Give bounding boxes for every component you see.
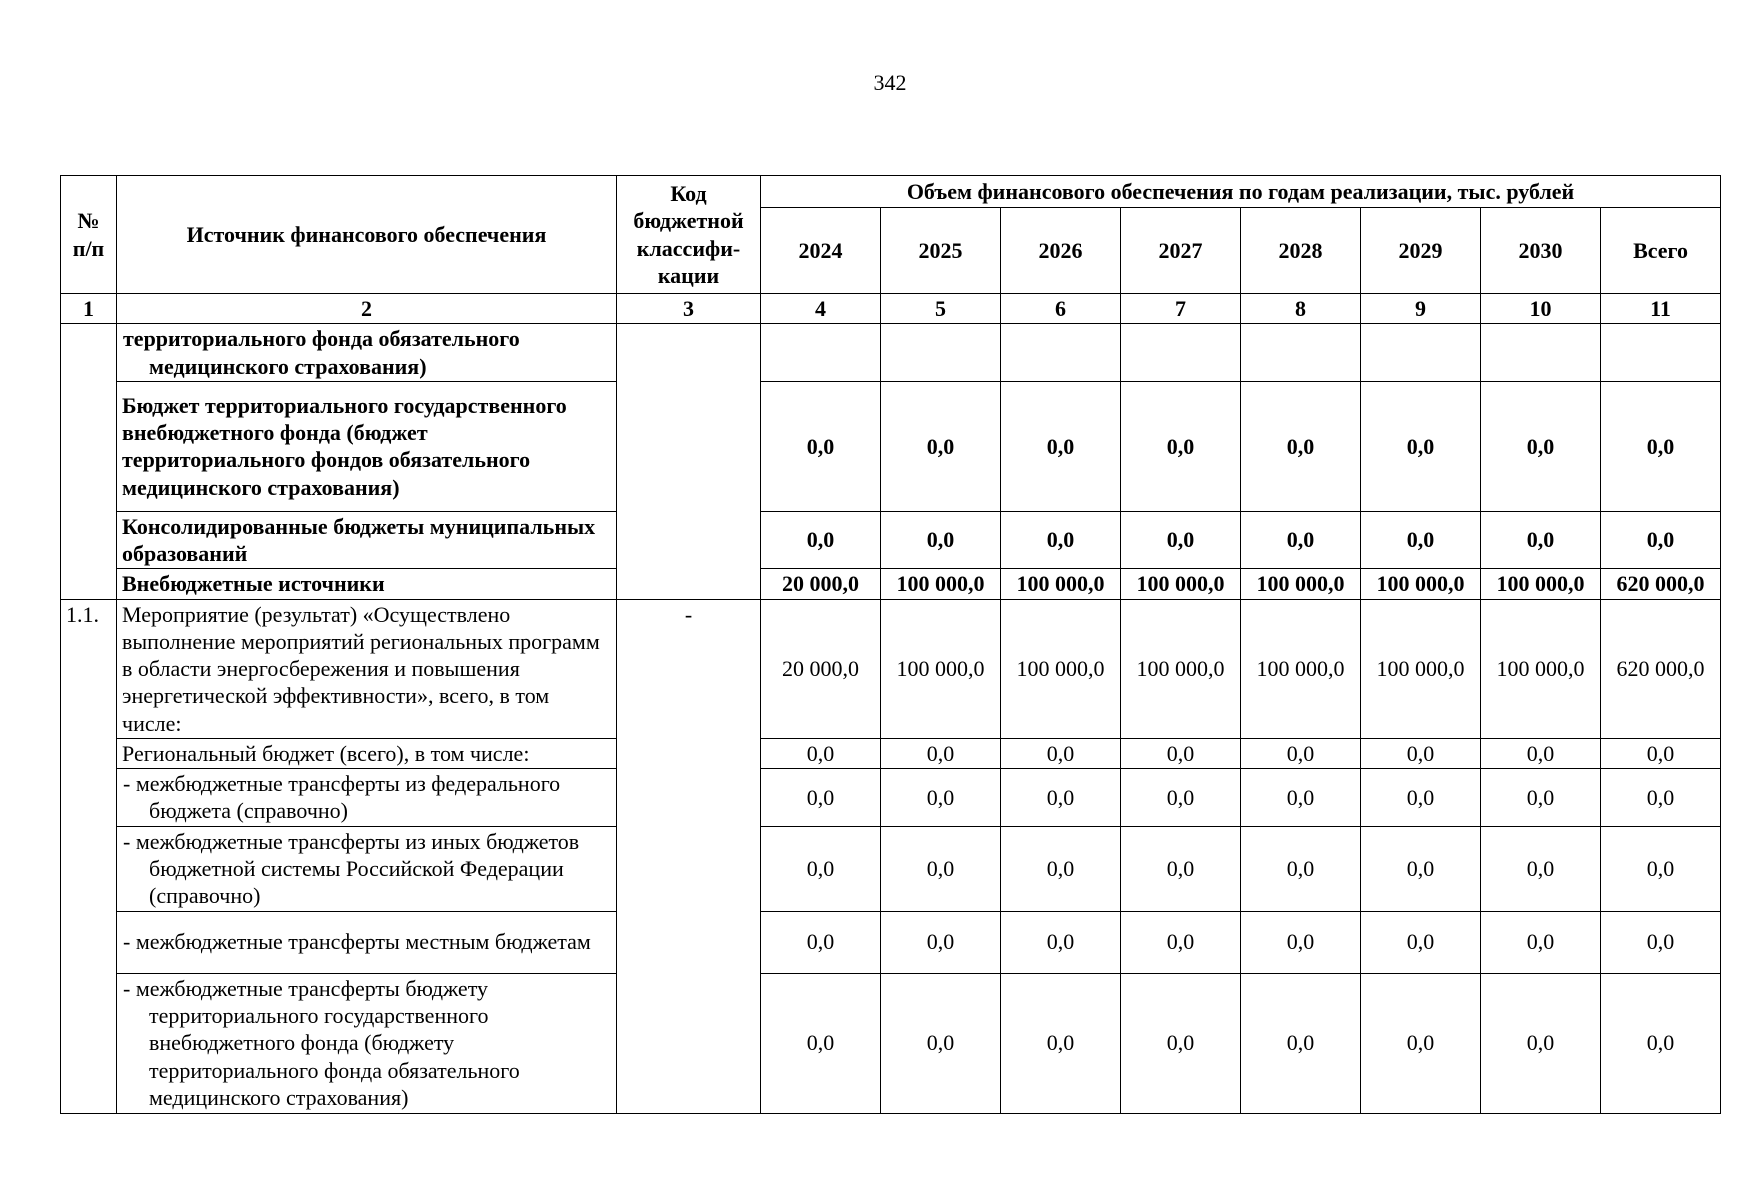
financing-table	[60, 175, 1721, 1114]
row-source-label: Внебюджетные источники	[117, 569, 617, 599]
row-source-label: - межбюджетные трансферты из федерального бюджета (справочно)	[117, 769, 617, 827]
row-source-label: Мероприятие (результат) «Осуществлено выполнение мероприятий региональных программ в области энергосбережения и повышения энергетической эффективности», всего, в том числе:	[117, 599, 617, 738]
header-year-2025: 2025	[881, 208, 1001, 294]
table-row	[61, 569, 1721, 599]
header-year-2026: 2026	[1001, 208, 1121, 294]
value-cell-Всего: 0,0	[1601, 826, 1721, 911]
row-number	[61, 324, 117, 599]
value-cell-2024: 20 000,0	[761, 569, 881, 599]
column-number-5: 5	[881, 294, 1001, 324]
header-num: № п/п	[61, 176, 117, 294]
value-cell-2029: 0,0	[1361, 973, 1481, 1113]
value-cell-2027: 0,0	[1121, 511, 1241, 569]
value-cell-2029: 0,0	[1361, 826, 1481, 911]
value-cell-2028	[1241, 324, 1361, 382]
table-row	[61, 769, 1721, 827]
value-cell-2030: 0,0	[1481, 738, 1601, 768]
value-cell-2024: 0,0	[761, 381, 881, 511]
value-cell-2026: 0,0	[1001, 738, 1121, 768]
row-budget-code: -	[617, 599, 761, 1113]
value-cell-2024: 20 000,0	[761, 599, 881, 738]
value-cell-2026: 0,0	[1001, 826, 1121, 911]
value-cell-2028: 0,0	[1241, 738, 1361, 768]
value-cell-2028: 100 000,0	[1241, 569, 1361, 599]
value-cell-Всего: 620 000,0	[1601, 569, 1721, 599]
value-cell-2024: 0,0	[761, 911, 881, 973]
column-number-3: 3	[617, 294, 761, 324]
value-cell-2029: 0,0	[1361, 769, 1481, 827]
value-cell-2024: 0,0	[761, 738, 881, 768]
header-volume: Объем финансового обеспечения по годам реализации, тыс. рублей	[761, 176, 1721, 208]
value-cell-2027: 0,0	[1121, 973, 1241, 1113]
value-cell-2030: 0,0	[1481, 511, 1601, 569]
table-row	[61, 381, 1721, 511]
value-cell-2026: 0,0	[1001, 973, 1121, 1113]
value-cell-2027: 100 000,0	[1121, 599, 1241, 738]
column-number-1: 1	[61, 294, 117, 324]
value-cell-2030: 100 000,0	[1481, 599, 1601, 738]
table-row	[61, 826, 1721, 911]
header-code: Код бюджетной классифи-кации	[617, 176, 761, 294]
value-cell-2025: 0,0	[881, 511, 1001, 569]
value-cell-Всего: 620 000,0	[1601, 599, 1721, 738]
column-number-4: 4	[761, 294, 881, 324]
value-cell-2024: 0,0	[761, 769, 881, 827]
table-row	[61, 599, 1721, 738]
value-cell-2024: 0,0	[761, 973, 881, 1113]
table-row	[61, 324, 1721, 382]
value-cell-2026: 0,0	[1001, 769, 1121, 827]
column-number-10: 10	[1481, 294, 1601, 324]
value-cell-2027	[1121, 324, 1241, 382]
row-source-label: территориального фонда обязательного медицинского страхования)	[117, 324, 617, 382]
page-number: 342	[873, 70, 907, 95]
value-cell-2025: 0,0	[881, 826, 1001, 911]
value-cell-2026	[1001, 324, 1121, 382]
value-cell-2029	[1361, 324, 1481, 382]
value-cell-2029: 0,0	[1361, 911, 1481, 973]
table-row	[61, 738, 1721, 768]
value-cell-2029: 0,0	[1361, 511, 1481, 569]
value-cell-2026: 0,0	[1001, 381, 1121, 511]
value-cell-2028: 0,0	[1241, 826, 1361, 911]
row-number: 1.1.	[61, 599, 117, 1113]
value-cell-Всего: 0,0	[1601, 511, 1721, 569]
value-cell-2029: 100 000,0	[1361, 599, 1481, 738]
value-cell-2027: 100 000,0	[1121, 569, 1241, 599]
row-source-label: - межбюджетные трансферты из иных бюджетов бюджетной системы Российской Федерации (справочно)	[117, 826, 617, 911]
value-cell-Всего: 0,0	[1601, 738, 1721, 768]
row-source-label: - межбюджетные трансферты местным бюджетам	[117, 911, 617, 973]
value-cell-2026: 100 000,0	[1001, 599, 1121, 738]
value-cell-Всего: 0,0	[1601, 973, 1721, 1113]
column-number-8: 8	[1241, 294, 1361, 324]
value-cell-Всего: 0,0	[1601, 769, 1721, 827]
header-year-2028: 2028	[1241, 208, 1361, 294]
value-cell-2024: 0,0	[761, 826, 881, 911]
value-cell-2027: 0,0	[1121, 826, 1241, 911]
value-cell-2028: 0,0	[1241, 973, 1361, 1113]
value-cell-2030	[1481, 324, 1601, 382]
value-cell-2025	[881, 324, 1001, 382]
value-cell-2025: 0,0	[881, 973, 1001, 1113]
row-source-label: Бюджет территориального государственного внебюджетного фонда (бюджет территориального фондов обязательного медицинского страхования)	[117, 381, 617, 511]
value-cell-2025: 0,0	[881, 911, 1001, 973]
value-cell-2025: 100 000,0	[881, 569, 1001, 599]
value-cell-2026: 0,0	[1001, 511, 1121, 569]
value-cell-Всего	[1601, 324, 1721, 382]
column-number-2: 2	[117, 294, 617, 324]
value-cell-2025: 0,0	[881, 738, 1001, 768]
value-cell-2029: 0,0	[1361, 738, 1481, 768]
value-cell-2028: 0,0	[1241, 381, 1361, 511]
value-cell-2026: 0,0	[1001, 911, 1121, 973]
column-number-7: 7	[1121, 294, 1241, 324]
row-source-label: Консолидированные бюджеты муниципальных образований	[117, 511, 617, 569]
value-cell-2025: 0,0	[881, 769, 1001, 827]
header-year-total: Всего	[1601, 208, 1721, 294]
table-row	[61, 973, 1721, 1113]
value-cell-2028: 0,0	[1241, 911, 1361, 973]
value-cell-2028: 100 000,0	[1241, 599, 1361, 738]
value-cell-2029: 100 000,0	[1361, 569, 1481, 599]
header-year-2029: 2029	[1361, 208, 1481, 294]
value-cell-2025: 100 000,0	[881, 599, 1001, 738]
value-cell-2027: 0,0	[1121, 381, 1241, 511]
value-cell-Всего: 0,0	[1601, 381, 1721, 511]
header-year-2030: 2030	[1481, 208, 1601, 294]
value-cell-2029: 0,0	[1361, 381, 1481, 511]
header-year-2027: 2027	[1121, 208, 1241, 294]
value-cell-2030: 0,0	[1481, 381, 1601, 511]
header-year-2024: 2024	[761, 208, 881, 294]
value-cell-2027: 0,0	[1121, 738, 1241, 768]
column-number-9: 9	[1361, 294, 1481, 324]
value-cell-2030: 0,0	[1481, 973, 1601, 1113]
value-cell-Всего: 0,0	[1601, 911, 1721, 973]
row-source-label: - межбюджетные трансферты бюджету территориального государственного внебюджетного фонда (бюджету территориального фонда обязательного медицинского страхования)	[117, 973, 617, 1113]
row-budget-code	[617, 324, 761, 599]
value-cell-2030: 0,0	[1481, 911, 1601, 973]
value-cell-2025: 0,0	[881, 381, 1001, 511]
value-cell-2030: 100 000,0	[1481, 569, 1601, 599]
value-cell-2030: 0,0	[1481, 769, 1601, 827]
header-source: Источник финансового обеспечения	[117, 176, 617, 294]
row-source-label: Региональный бюджет (всего), в том числе:	[117, 738, 617, 768]
column-number-11: 11	[1601, 294, 1721, 324]
value-cell-2028: 0,0	[1241, 511, 1361, 569]
value-cell-2030: 0,0	[1481, 826, 1601, 911]
value-cell-2024: 0,0	[761, 511, 881, 569]
value-cell-2028: 0,0	[1241, 769, 1361, 827]
table-row	[61, 511, 1721, 569]
column-number-6: 6	[1001, 294, 1121, 324]
value-cell-2027: 0,0	[1121, 911, 1241, 973]
table-row	[61, 911, 1721, 973]
value-cell-2026: 100 000,0	[1001, 569, 1121, 599]
value-cell-2024	[761, 324, 881, 382]
value-cell-2027: 0,0	[1121, 769, 1241, 827]
